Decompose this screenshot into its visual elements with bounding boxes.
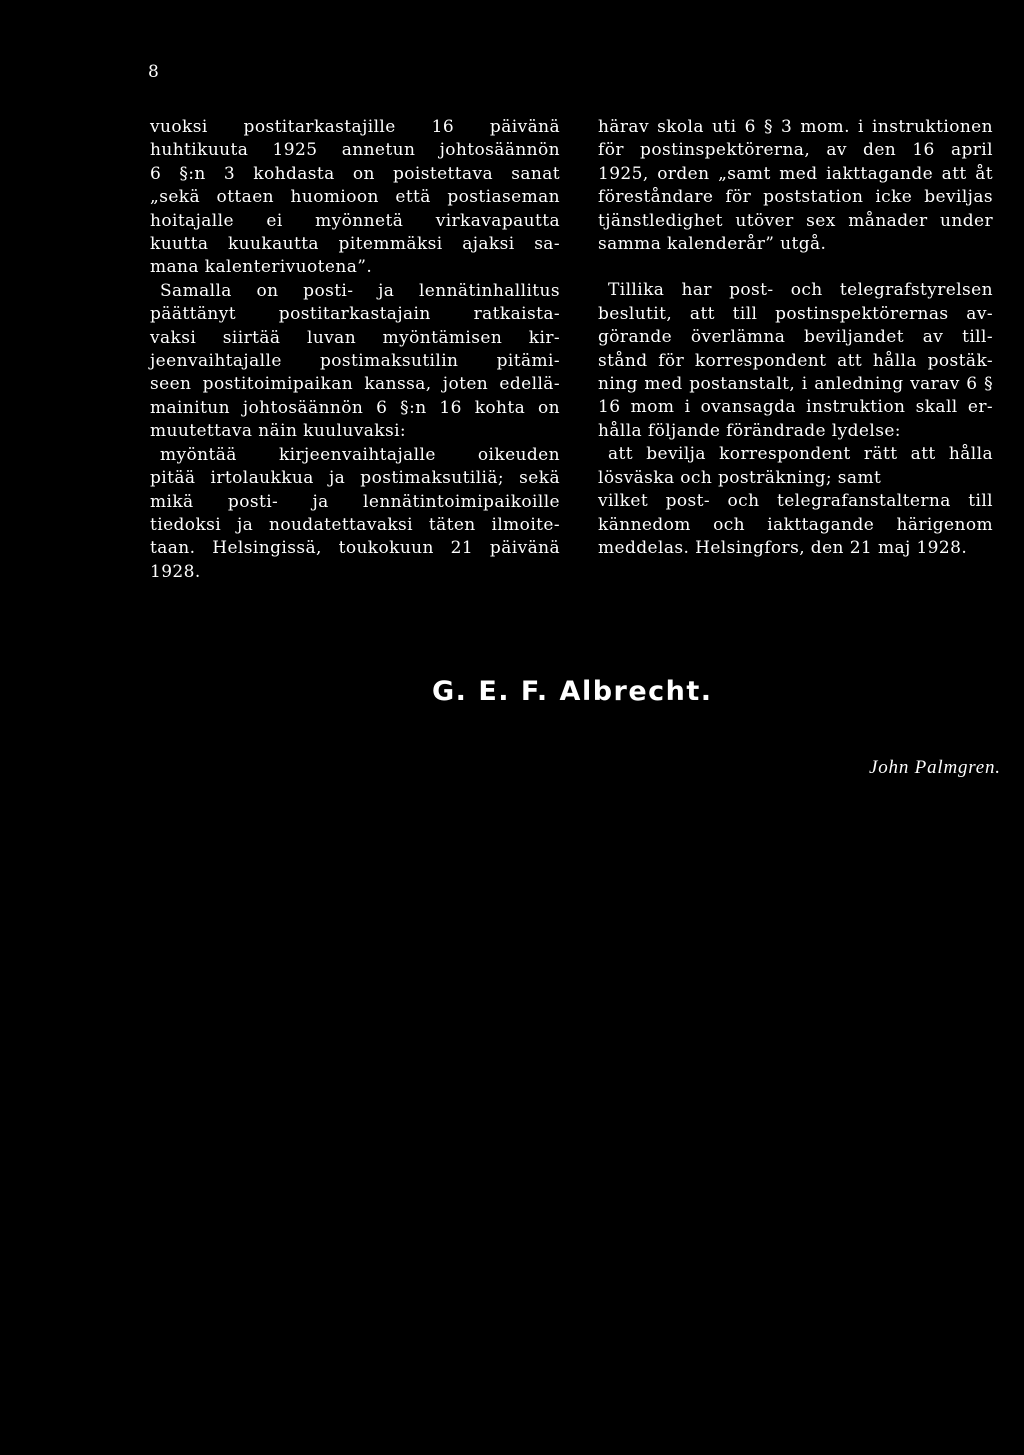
text-line: pitää irtolaukkua ja postimaksutiliä; sekä [150,468,560,489]
swedish-text-column [598,116,993,560]
text-line: härav skola uti 6 § 3 mom. i instruktionen [598,117,993,137]
page-number: 8 [148,62,159,82]
text-line: 16 mom i ovansagda instruktion skall er- [598,397,993,418]
text-line: vilket post- och telegrafanstalterna till [598,491,993,512]
text-line: hålla följande förändrade lydelse: [598,420,901,441]
text-line: kuutta kuukautta pitemmäksi ajaksi sa- [150,234,560,255]
paragraph-gap [598,256,993,279]
text-line: myöntää kirjeenvaihtajalle oikeuden [160,444,560,465]
text-line: Tillika har post- och telegrafstyrelsen [608,280,993,301]
text-line: seen postitoimipaikan kanssa, joten edellä- [150,374,560,395]
text-line: päättänyt postitarkastajain ratkaista- [150,304,560,325]
text-line: vaksi siirtää luvan myöntämisen kir- [150,327,560,348]
text-line: „sekä ottaen huomioon että postiaseman [150,187,560,208]
text-line: 6 §:n 3 kohdasta on poistettava sanat [150,163,560,184]
text-line: muutettava näin kuuluvaksi: [150,421,407,442]
text-line: görande överlämna beviljandet av till- [598,327,993,348]
text-line: Samalla on posti- ja lennätinhallitus [160,280,560,301]
text-line: kännedom och iakttagande härigenom [598,514,993,535]
text-line: 1925, orden „samt med iakttagande att åt [598,163,993,184]
text-line: jeenvaihtajalle postimaksutilin pitämi- [150,351,560,372]
text-line: huhtikuuta 1925 annetun johtosäännön [150,140,560,161]
text-line: tjänstledighet utöver sex månader under [598,210,993,231]
text-line: föreståndare för poststation icke beviljas [598,187,993,208]
signature-albrecht: G. E. F. Albrecht. [432,676,713,707]
text-line: ning med postanstalt, i anledning varav 6 § [598,374,993,395]
finnish-text-column [150,116,560,584]
text-line: 1928. [150,561,201,582]
signature-palmgren: John Palmgren. [869,757,1001,778]
text-line: mana kalenterivuotena”. [150,257,373,278]
text-line: lösväska och posträkning; samt [598,467,882,488]
text-line: samma kalenderår” utgå. [598,234,827,255]
text-line: mainitun johtosäännön 6 §:n 16 kohta on [150,397,560,418]
text-line: stånd för korrespondent att hålla postäk- [598,350,993,371]
text-line: beslutit, att till postinspektörernas av- [598,303,993,324]
text-line: meddelas. Helsingfors, den 21 maj 1928. [598,537,968,558]
text-line: för postinspektörerna, av den 16 april [598,140,993,161]
text-line: att bevilja korrespondent rätt att hålla [608,444,993,465]
text-line: taan. Helsingissä, toukokuun 21 päivänä [150,538,560,559]
text-line: vuoksi postitarkastajille 16 päivänä [150,117,560,137]
text-line: hoitajalle ei myönnetä virkavapautta [150,210,560,231]
text-line: mikä posti- ja lennätintoimipaikoille [150,491,560,512]
text-line: tiedoksi ja noudatettavaksi täten ilmoite- [150,514,560,535]
